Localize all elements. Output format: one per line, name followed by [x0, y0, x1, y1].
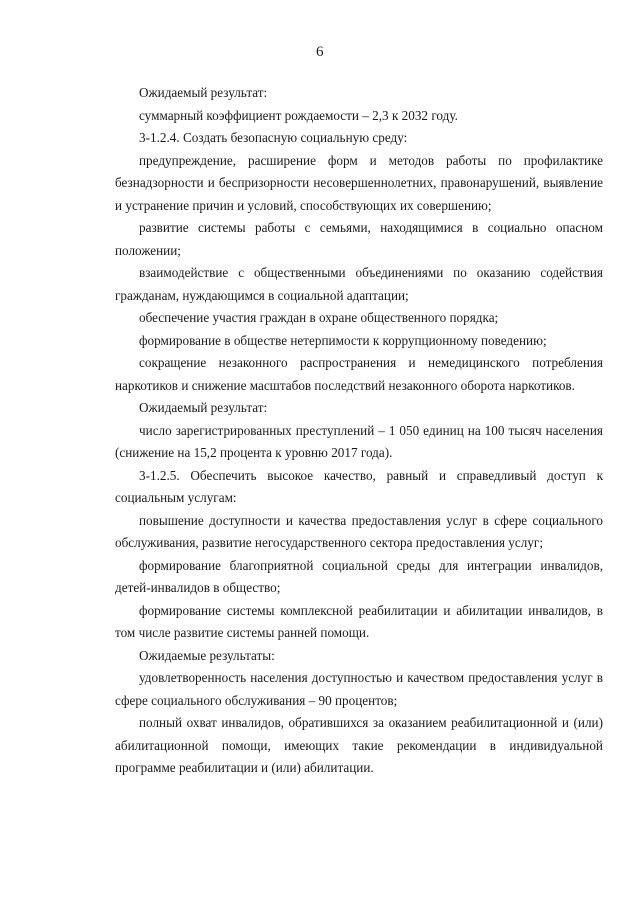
paragraph-family-work: развитие системы работы с семьями, находящимися в социально опасном положении; [115, 220, 603, 258]
paragraph-satisfaction: удовлетворенность населения доступностью и качеством предоставления услуг в сфере социального обслуживания – 90 процентов; [115, 670, 603, 708]
paragraph-section-3-1-2-5: 3-1.2.5. Обеспечить высокое качество, равный и справедливый доступ к социальным услугам: [115, 467, 603, 505]
page-number: 6 [316, 44, 324, 60]
paragraph-drugs: сокращение незаконного распространения и немедицинского потребления наркотиков и снижение масштабов последствий незаконного оборота наркотиков. [115, 355, 603, 393]
paragraph-crime-rate: число зарегистрированных преступлений – 1 050 единиц на 100 тысяч населения (снижение на 15,2 процента к уровню 2017 года). [115, 422, 603, 460]
paragraph-public-order: обеспечение участия граждан в охране общественного порядка; [139, 310, 499, 325]
paragraph-expected-result-1: Ожидаемый результат: [139, 85, 268, 100]
paragraph-section-3-1-2-4: 3-1.2.4. Создать безопасную социальную среду: [139, 130, 408, 145]
paragraph-expected-results: Ожидаемые результаты: [139, 647, 275, 663]
paragraph-anti-corruption: формирование в обществе нетерпимости к коррупционному поведению; [139, 332, 547, 348]
paragraph-service-accessibility: повышение доступности и качества предоставления услуг в сфере социального обслуживания, развитие негосударственного сектора предоставления услуг; [115, 512, 603, 550]
paragraph-rehabilitation: формирование системы комплексной реабилитации и абилитации инвалидов, в том числе развитие системы ранней помощи. [115, 602, 603, 640]
paragraph-expected-result-2: Ожидаемый результат: [139, 400, 268, 415]
paragraph-public-associations: взаимодействие с общественными объединениями по оказанию содействия гражданам, нуждающимся в социальной адаптации; [115, 265, 603, 303]
paragraph-birth-rate: суммарный коэффициент рождаемости – 2,3 к 2032 году. [139, 107, 458, 123]
paragraph-prevention: предупреждение, расширение форм и методов работы по профилактике безнадзорности и беспризорности несовершеннолетних, правонарушений, выявление и устранение причин и условий, способствующих их совершению; [115, 152, 603, 213]
paragraph-integration: формирование благоприятной социальной среды для интеграции инвалидов, детей-инвалидов в общество; [115, 557, 603, 595]
document-body [115, 82, 603, 780]
paragraph-coverage: полный охват инвалидов, обратившихся за оказанием реабилитационной и (или) абилитационной помощи, имеющих такие рекомендации в индивидуальной программе реабилитации и (или) абилитации. [115, 715, 603, 775]
